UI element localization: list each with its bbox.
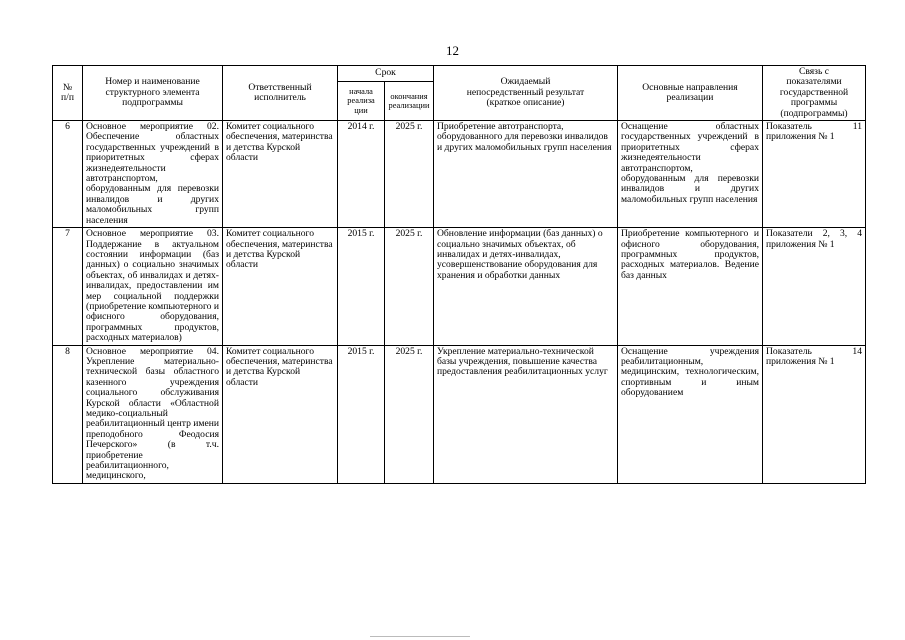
header-directions: Основные направления реализации bbox=[618, 66, 763, 121]
row-num: 8 bbox=[53, 345, 83, 483]
header-result: Ожидаемый непосредственный результат (краткое описание) bbox=[434, 66, 618, 121]
row-result: Обновление информации (баз данных) о социально значимых объектах, об инвалидах и детях-инвалидах, усовершенствование оборудования для хранения и обработки данных bbox=[434, 228, 618, 345]
header-row bbox=[53, 66, 866, 82]
scan-artifact bbox=[370, 636, 470, 637]
row-num: 6 bbox=[53, 121, 83, 228]
row-end: 2025 г. bbox=[385, 121, 434, 228]
row-executor: Комитет социального обеспечения, материнства и детства Курской области bbox=[223, 345, 338, 483]
measures-table bbox=[52, 65, 866, 484]
row-result: Приобретение автотранспорта, оборудованного для перевозки инвалидов и других маломобильных групп населения bbox=[434, 121, 618, 228]
row-directions: Оснащение областных государственных учреждений в приоритетных сферах жизнедеятельности автотранспортом, оборудованным для перевозки инвалидов и других маломобильных групп населения bbox=[618, 121, 763, 228]
header-element: Номер и наименование структурного элемента подпрограммы bbox=[83, 66, 223, 121]
row-executor: Комитет социального обеспечения, материнства и детства Курской области bbox=[223, 228, 338, 345]
header-term-end: окончания реализации bbox=[385, 82, 434, 121]
page-number: 12 bbox=[446, 43, 459, 58]
row-start: 2015 г. bbox=[338, 345, 385, 483]
table-row bbox=[53, 228, 866, 345]
row-element: Основное мероприятие 04. Укрепление материально-технической базы областного казенного учреждения социального обслуживания Курской области «Областной медико-социальный реабилитационный центр имени преподобного Феодосия Печерского» (в т.ч. приобретение реабилитационного, медицинского, bbox=[83, 345, 223, 483]
header-num: № п/п bbox=[53, 66, 83, 121]
row-start: 2014 г. bbox=[338, 121, 385, 228]
header-link: Связь с показателями государственной программы (подпрограммы) bbox=[763, 66, 866, 121]
row-element: Основное мероприятие 02. Обеспечение областных государственных учреждений в приоритетных сферах жизнедеятельности автотранспортом, оборудованным для перевозки инвалидов и других маломобильных групп населения bbox=[83, 121, 223, 228]
row-element: Основное мероприятие 03. Поддержание в актуальном состоянии информации (баз данных) о социально значимых объектах, об инвалидах и детях-инвалидах, предоставлении им мер социальной поддержки (приобретение компьютерного и офисного оборудования, программных продуктов, расходных материалов) bbox=[83, 228, 223, 345]
row-end: 2025 г. bbox=[385, 228, 434, 345]
header-term: Срок bbox=[338, 66, 434, 82]
table-row bbox=[53, 121, 866, 228]
row-directions: Оснащение учреждения реабилитационным, медицинским, технологическим, спортивным и иным оборудованием bbox=[618, 345, 763, 483]
row-link: Показатель 14 приложения № 1 bbox=[763, 345, 866, 483]
row-link: Показатели 2, 3, 4 приложения № 1 bbox=[763, 228, 866, 345]
header-term-start: начала реализа ции bbox=[338, 82, 385, 121]
row-num: 7 bbox=[53, 228, 83, 345]
row-result: Укрепление материально-технической базы учреждения, повышение качества предоставления реабилитационных услуг bbox=[434, 345, 618, 483]
header-executor: Ответственный исполнитель bbox=[223, 66, 338, 121]
row-executor: Комитет социального обеспечения, материнства и детства Курской области bbox=[223, 121, 338, 228]
table-row bbox=[53, 345, 866, 483]
row-directions: Приобретение компьютерного и офисного оборудования, программных продуктов, расходных материалов. Ведение баз данных bbox=[618, 228, 763, 345]
row-end: 2025 г. bbox=[385, 345, 434, 483]
row-link: Показатель 11 приложения № 1 bbox=[763, 121, 866, 228]
row-start: 2015 г. bbox=[338, 228, 385, 345]
